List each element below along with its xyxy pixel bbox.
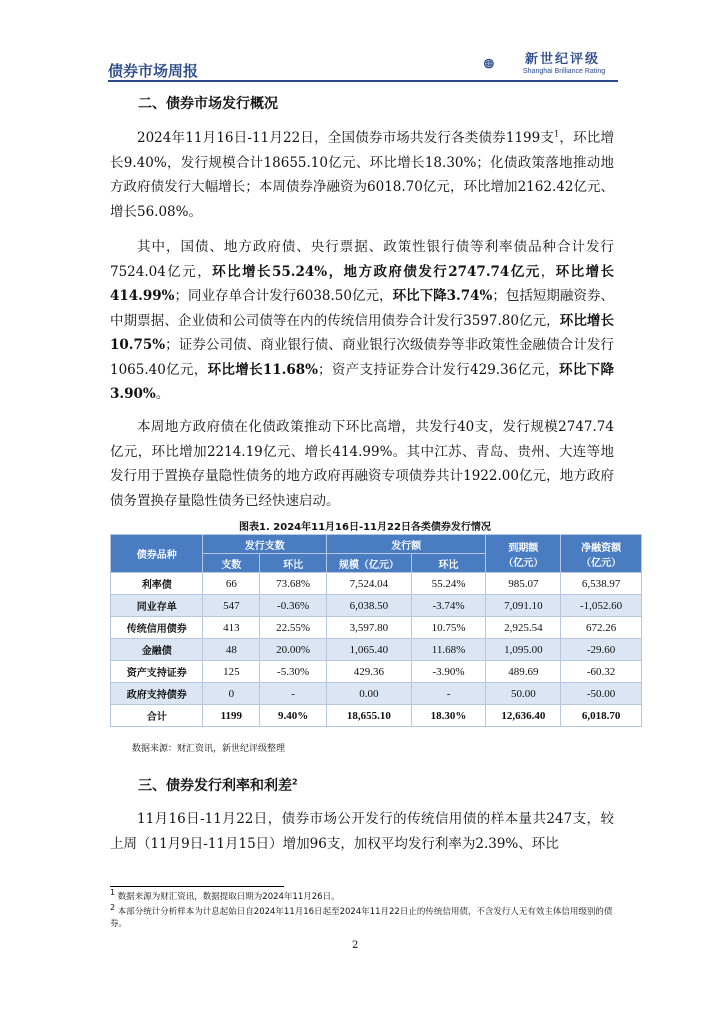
header-bond-type: 债券品种 [111, 535, 203, 573]
table-source-note: 数据来源：财汇资讯，新世纪评级整理 [132, 744, 286, 754]
section-2-paragraph-3: 本周地方政府债在化债政策推动下环比高增，共发行40支，发行规模2747.74亿元，环比增加2214.19亿元、增长414.99%。其中江苏、青岛、贵州、大连等地发行用于置换存量隐性债务的地方政府再融资专项债券共计1922.00亿元，地方政府债务置换存量隐性债务已经快速启动。 [110, 419, 614, 509]
header-count-number: 支数 [203, 554, 260, 573]
header-amount-value: 规模（亿元） [326, 554, 411, 573]
brilliance-logo-icon [483, 44, 523, 82]
header-issue-amount: 发行额 [326, 535, 485, 554]
header-maturity: 到期额 （亿元） [486, 535, 561, 573]
footnote-2: $^2$ 本部分统计分析样本为计息起始日自2024年11月16日起至2024年11月22日止的传统信用债，不含发行人无有效主体信用级别的债券。 [110, 903, 613, 929]
table-row: 利率债 66 73.68% 7,524.04 55.24% 985.07 6,538.97 [111, 573, 642, 595]
section-2-title: 二、债券市场发行概况 [138, 96, 278, 112]
report-title: 债券市场周报 [108, 62, 199, 80]
page-number: 2 [352, 940, 359, 951]
table-row: 传统信用债券 413 22.55% 3,597.80 10.75% 2,925.54 672.26 [111, 617, 642, 639]
header-issue-count: 发行支数 [203, 535, 327, 554]
section-2-paragraph-2: 其中，国债、地方政府债、央行票据、政策性银行债等利率债品种合计发行7524.04亿元，环比增长55.24%，地方政府债发行2747.74亿元，环比增长414.99%；同业存单合计发行6038.50亿元，环比下降3.74%；包括短期融资券、中期票据、企业债和公司债等在内的传统信用债券合计发行3597.80亿元，环比增长10.75%；证券公司债、商业银行债、商业银行次级债券等非政策性金融债合计发行1065.40亿元，环比增长11.68%；资产支持证券合计发行429.36亿元，环比下降3.90%。 [110, 239, 615, 402]
bond-issuance-table [110, 534, 642, 727]
table-row: 政府支持债券 0 - 0.00 - 50.00 -50.00 [111, 683, 642, 705]
footnote-ref-1: 1 [554, 129, 560, 139]
header-count-change: 环比 [260, 554, 327, 573]
logo-text-cn: 新世纪评级 [525, 52, 601, 67]
section-3-paragraph-1: 11月16日-11月22日，债券市场公开发行的传统信用债的样本量共247支，较上周（11月9日-11月15日）增加96支，加权平均发行利率为2.39%、环比 [110, 811, 614, 852]
table-row: 资产支持证券 125 -5.30% 429.36 -3.90% 489.69 -60.32 [111, 661, 642, 683]
footnote-divider [110, 886, 284, 887]
table-total-row: 合计 1199 9.40% 18,655.10 18.30% 12,636.40 6,018.70 [111, 705, 642, 727]
section-2-paragraph-1: 2024年11月16日-11月22日，全国债券市场共发行各类债券1199支$^1$，环比增长9.40%，发行规模合计18655.10亿元、环比增长18.30%；化债政策落地推动地方政府债发行大幅增长；本周债券净融资为6018.70亿元，环比增加2162.42亿元、增长56.08%。 [110, 129, 614, 220]
table-row: 同业存单 547 -0.36% 6,038.50 -3.74% 7,091.10 -1,052.60 [111, 595, 642, 617]
footnote-ref-2: 2 [292, 777, 298, 787]
header-amount-change: 环比 [411, 554, 486, 573]
logo-text-en: Shanghai Brilliance Rating [523, 68, 606, 75]
header-net-financing: 净融资额 （亿元） [561, 535, 642, 573]
table-row: 金融债 48 20.00% 1,065.40 11.68% 1,095.00 -29.60 [111, 639, 642, 661]
footnote-1: $^1$ 数据来源为财汇资讯，数据提取日期为2024年11月26日。 [110, 888, 340, 902]
table-caption: 图表1. 2024年11月16日-11月22日各类债券发行情况 [239, 522, 491, 533]
header-divider [108, 80, 618, 82]
section-3-title: 三、债券发行利率和利差$^2$ [138, 777, 298, 794]
